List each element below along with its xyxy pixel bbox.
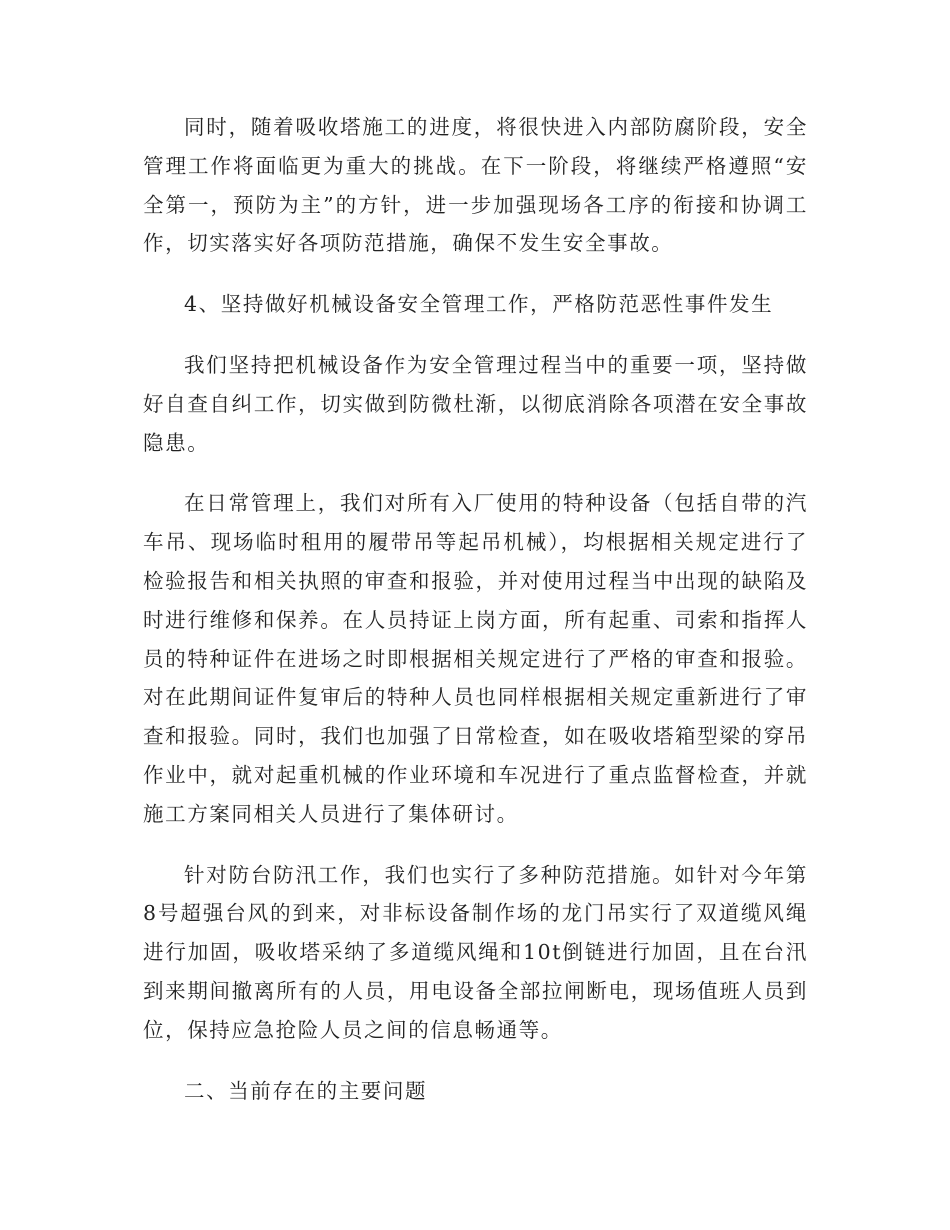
paragraph-daily-management: 在日常管理上，我们对所有入厂使用的特种设备（包括自带的汽车吊、现场临时租用的履带吊等起吊机械），均根据相关规定进行了检验报告和相关执照的审查和报验，并对使用过程当中出现的缺陷及时进行维修和保养。在人员持证上岗方面，所有起重、司索和指挥人员的特种证件在进场之时即根据相关规定进行了严格的审查和报验。对在此期间证件复审后的特种人员也同样根据相关规定重新进行了审查和报验。同时，我们也加强了日常检查，如在吸收塔箱型梁的穿吊作业中，就对起重机械的作业环境和车况进行了重点监督检查，并就施工方案同相关人员进行了集体研讨。 <box>143 491 808 826</box>
document-body <box>143 108 808 1132</box>
section-heading-machinery: 4、坚持做好机械设备安全管理工作，严格防范恶性事件发生 <box>184 292 774 317</box>
paragraph-machinery-overview: 我们坚持把机械设备作为安全管理过程当中的重要一项，坚持做好自查自纠工作，切实做到防微杜渐，以彻底消除各项潜在安全事故隐患。 <box>143 352 808 455</box>
paragraph-safety-outlook: 同时，随着吸收塔施工的进度，将很快进入内部防腐阶段，安全管理工作将面临更为重大的挑战。在下一阶段，将继续严格遵照“安全第一，预防为主”的方针，进一步加强现场各工序的衔接和协调工作，切实落实好各项防范措施，确保不发生安全事故。 <box>143 115 808 256</box>
paragraph-typhoon-measures: 针对防台防汛工作，我们也实行了多种防范措施。如针对今年第8号超强台风的到来，对非标设备制作场的龙门吊实行了双道缆风绳进行加固，吸收塔采纳了多道缆风绳和10t倒链进行加固，且在台汛到来期间撤离所有的人员，用电设备全部拉闸断电，现场值班人员到位，保持应急抢险人员之间的信息畅通等。 <box>143 862 808 1042</box>
section-heading-current-problems: 二、当前存在的主要问题 <box>184 1078 428 1103</box>
